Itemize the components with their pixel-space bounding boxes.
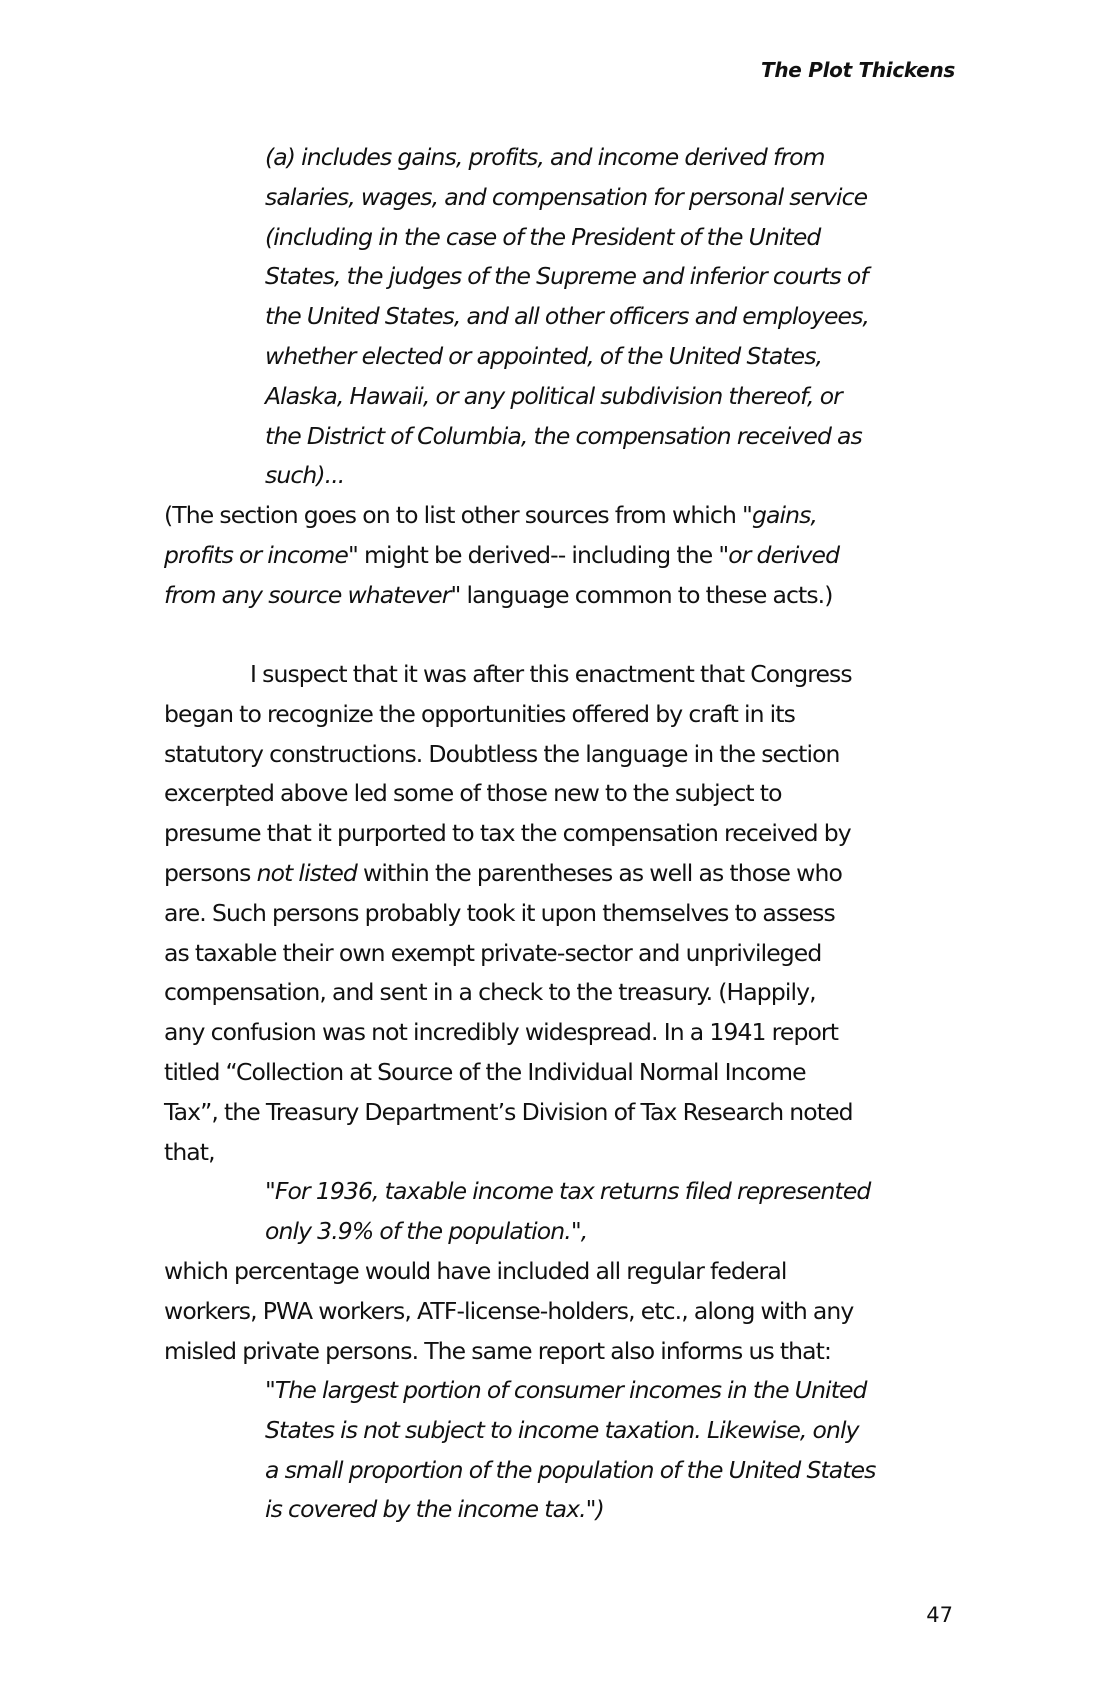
note-emphasis: "gains,: [742, 501, 817, 529]
quote-line: a small proportion of the population of the United States: [265, 1455, 876, 1484]
editorial-note: [164, 496, 964, 615]
paragraph-line: that,: [164, 1137, 215, 1166]
note-line: [164, 576, 964, 616]
note-text: language common to these acts.): [460, 580, 833, 609]
paragraph-line: excerpted above led some of those new to the subject to: [164, 779, 782, 808]
report-quote-1: [265, 1172, 985, 1252]
note-line: [164, 496, 964, 536]
quote-line: the United States, and all other officers and employees,: [265, 302, 869, 331]
body-paragraph-2: [164, 1252, 964, 1371]
statute-quote: [265, 138, 985, 496]
note-emphasis: "or derived: [718, 540, 840, 569]
body-paragraph-1: [164, 655, 964, 1172]
paragraph-text: within the parentheses as well as those who: [356, 858, 842, 887]
note-emphasis: profits or income": [164, 540, 358, 569]
paragraph-line: compensation, and sent in a check to the treasury. (Happily,: [164, 978, 816, 1007]
paragraph-line: began to recognize the opportunities offered by craft in its: [164, 699, 795, 728]
quote-line: such)...: [265, 461, 345, 490]
note-text: (The section goes on to list other sources from which: [164, 501, 743, 529]
quote-line: the District of Columbia, the compensation received as: [265, 421, 862, 450]
paragraph-line: titled “Collection at Source of the Individual Normal Income: [164, 1057, 806, 1086]
paragraph-line: statutory constructions. Doubtless the language in the section: [164, 739, 840, 768]
report-quote-2: [265, 1371, 985, 1530]
quote-line: States, the judges of the Supreme and inferior courts of: [265, 262, 868, 291]
quote-line: salaries, wages, and compensation for personal service: [265, 182, 868, 211]
paragraph-line: presume that it purported to tax the compensation received by: [164, 819, 851, 848]
paragraph-text: persons: [164, 858, 257, 887]
paragraph-line: Tax”, the Treasury Department’s Division of Tax Research noted: [164, 1097, 853, 1126]
quote-line: "For 1936, taxable income tax returns filed represented: [265, 1177, 871, 1205]
quote-line: is covered by the income tax."): [265, 1495, 604, 1524]
paragraph-line: [164, 854, 964, 894]
quote-line: (including in the case of the President of the United: [265, 222, 821, 251]
note-text: might be derived-- including the: [357, 540, 719, 569]
quote-line: "The largest portion of consumer incomes in the United: [265, 1376, 867, 1404]
quote-line: only 3.9% of the population.",: [265, 1216, 588, 1245]
paragraph-line: are. Such persons probably took it upon themselves to assess: [164, 898, 835, 927]
quote-line: (a) includes gains, profits, and income derived from: [265, 143, 825, 171]
paragraph-emphasis: not listed: [256, 858, 357, 887]
note-emphasis: from any source whatever": [164, 580, 461, 609]
quote-line: Alaska, Hawaii, or any political subdivision thereof, or: [265, 381, 842, 410]
paragraph-line: workers, PWA workers, ATF-license-holders, etc., along with any: [164, 1296, 854, 1325]
quote-line: States is not subject to income taxation. Likewise, only: [265, 1415, 859, 1444]
paragraph-line: as taxable their own exempt private-sector and unprivileged: [164, 938, 822, 967]
quote-line: whether elected or appointed, of the United States,: [265, 341, 823, 370]
note-line: [164, 536, 964, 576]
paragraph-line: I suspect that it was after this enactment that Congress: [250, 660, 852, 688]
running-head-title: The Plot Thickens: [761, 58, 955, 82]
paragraph-line: which percentage would have included all regular federal: [164, 1257, 787, 1285]
paragraph-line: any confusion was not incredibly widespread. In a 1941 report: [164, 1018, 839, 1047]
paragraph-line: misled private persons. The same report also informs us that:: [164, 1336, 832, 1365]
page-number: 47: [926, 1603, 953, 1627]
